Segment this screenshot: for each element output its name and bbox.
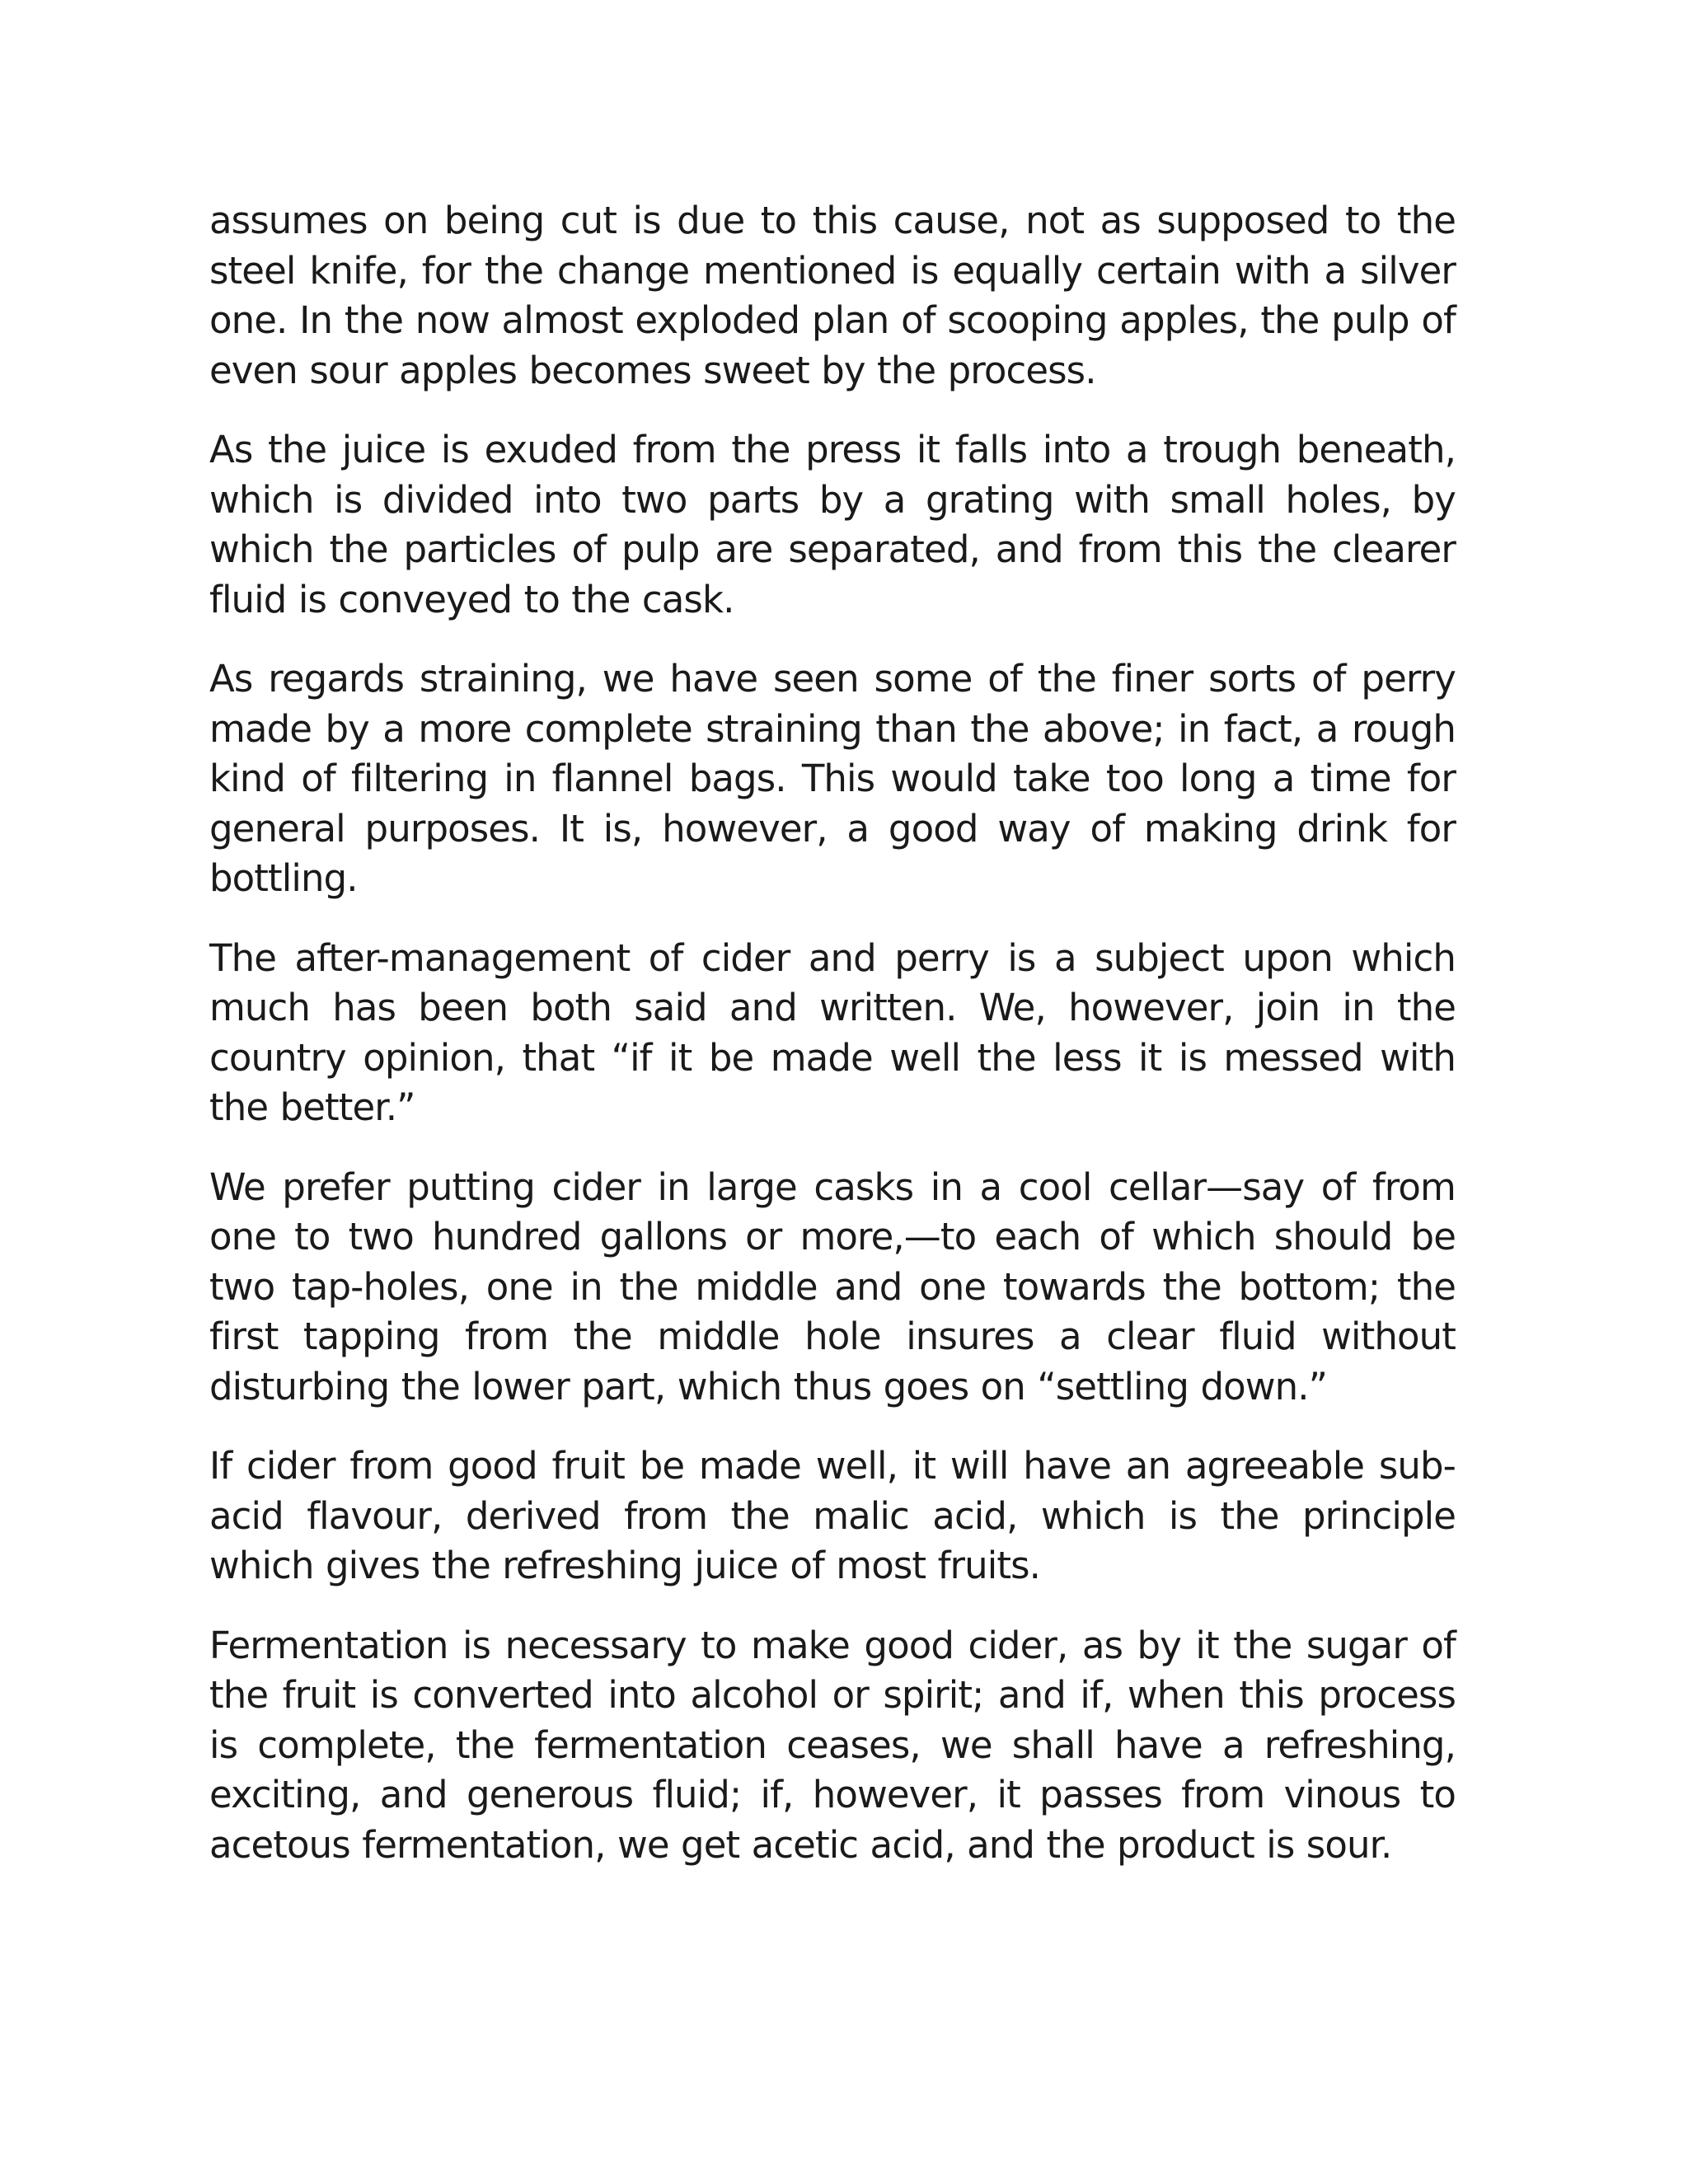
paragraph-6: If cider from good fruit be made well, it will have an agreeable sub-acid flavour, derived from the malic acid, which is the principle which gives the refreshing juice of most fruits. — [209, 1444, 1456, 1587]
paragraph-7: Fermentation is necessary to make good cider, as by it the sugar of the fruit is converted into alcohol or spirit; and if, when this process is complete, the fermentation ceases, we shall have a refreshing, exciting, and generous fluid; if, however, it passes from vinous to acetous fermentation, we get acetic acid, and the product is sour. — [209, 1623, 1456, 1867]
paragraph-5: We prefer putting cider in large casks in a cool cellar—say of from one to two hundred gallons or more,—to each of which should be two tap-holes, one in the middle and one towards the bottom; the first tapping from the middle hole insures a clear fluid without disturbing the lower part, which thus goes on “settling down.” — [209, 1165, 1456, 1408]
paragraph-2: As the juice is exuded from the press it falls into a trough beneath, which is divided into two parts by a grating with small holes, by which the particles of pulp are separated, and from this the clearer fluid is conveyed to the cask. — [209, 428, 1456, 621]
paragraph-4: The after-management of cider and perry is a subject upon which much has been both said and written. We, however, join in the country opinion, that “if it be made well the less it is messed with the better.” — [209, 935, 1456, 1129]
paragraph-1: assumes on being cut is due to this cause, not as supposed to the steel knife, for the change mentioned is equally certain with a silver one. In the now almost exploded plan of scooping apples, the pulp of even sour apples becomes sweet by the process. — [209, 199, 1456, 392]
body-text — [209, 196, 1456, 1900]
paragraph-3: As regards straining, we have seen some of the finer sorts of perry made by a more complete straining than the above; in fact, a rough kind of filtering in flannel bags. This would take too long a time for general purposes. It is, however, a good way of making drink for bottling. — [209, 657, 1456, 900]
